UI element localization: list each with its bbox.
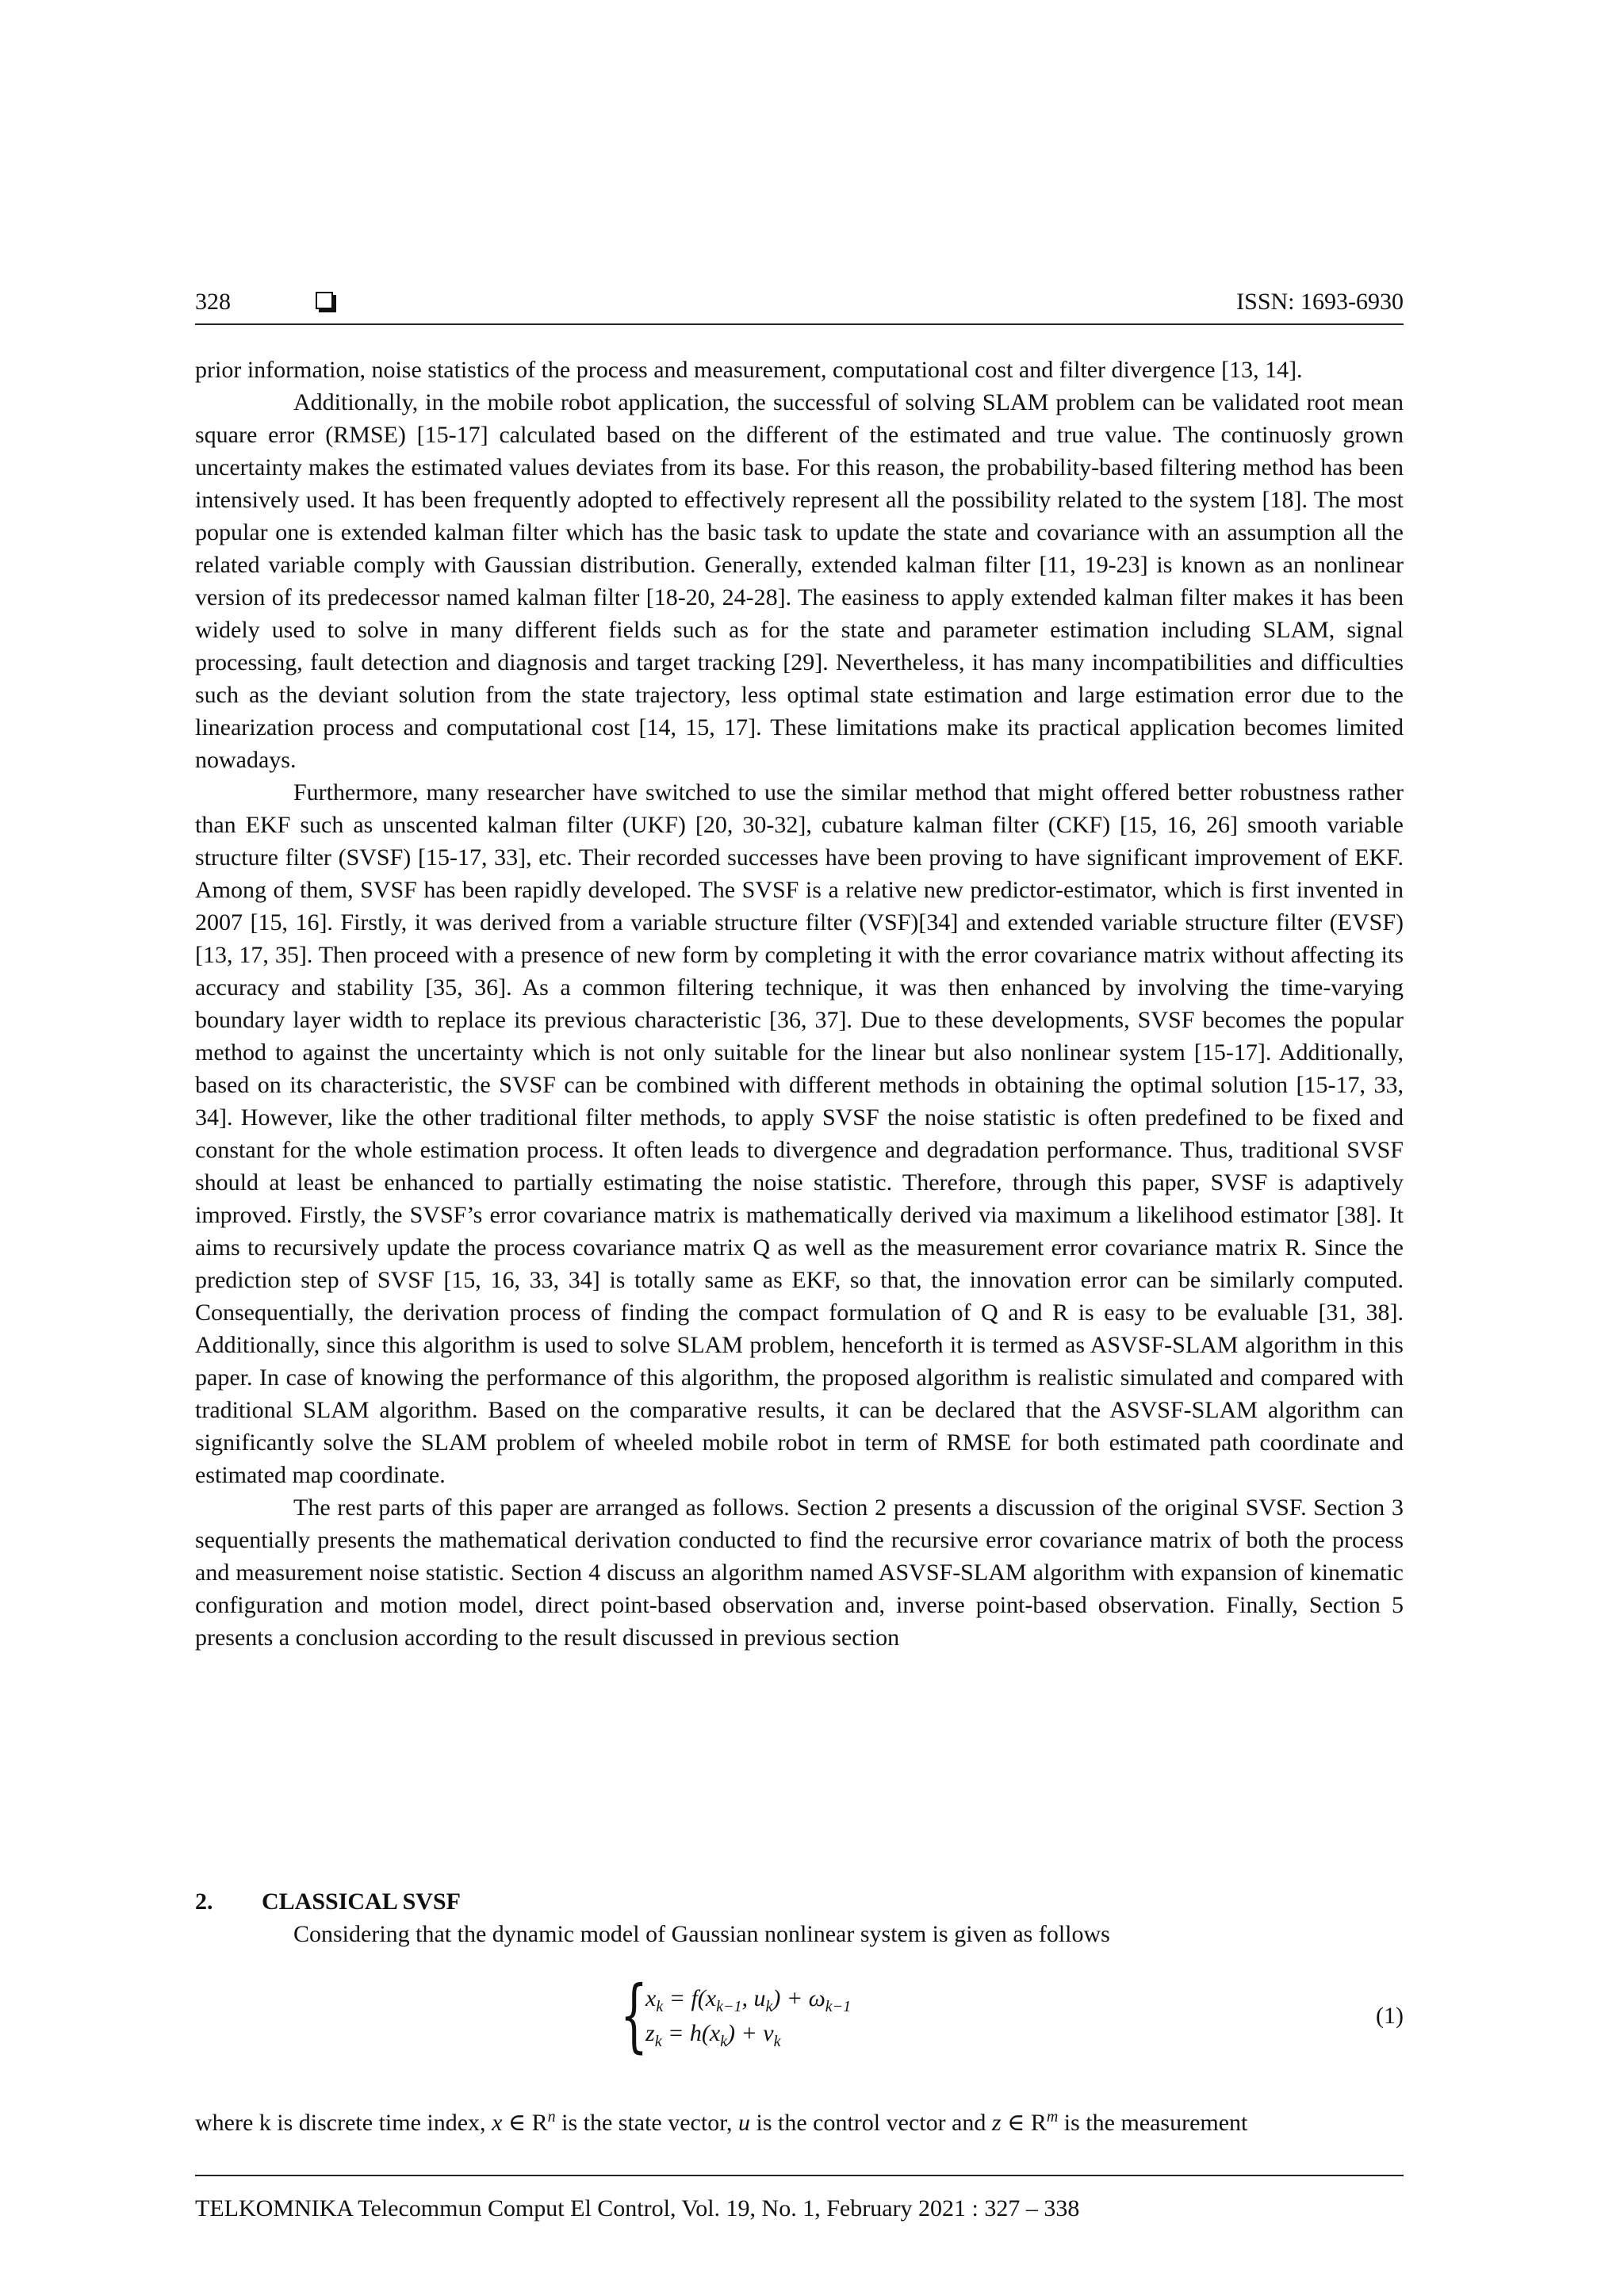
paragraph-1: prior information, noise statistics of the process and measurement, computational cost and filter divergence [13, 14]. [195, 357, 1303, 383]
page-footer [195, 2175, 1404, 2222]
paragraph-4: The rest parts of this paper are arranged as follows. Section 2 presents a discussion of the original SVSF. Section 3 sequentially presents the mathematical derivation conducted to find the recursive error covariance matrix of both the process and measurement noise statistic. Section 4 discuss an algorithm named ASVSF-SLAM algorithm with expansion of kinematic configuration and motion model, direct point-based observation and, inverse point-based observation. Finally, Section 5 presents a conclusion according to the result discussed in previous section [195, 1494, 1404, 1651]
section-title: CLASSICAL SVSF [262, 1888, 461, 1915]
journal-citation: TELKOMNIKA Telecommun Comput El Control, Vol. 19, No. 1, February 2021 : 327 – 338 [195, 2195, 1080, 2221]
equation-line-measurement: $z_k = h(x_k) + \nu_k$ [645, 2020, 781, 2050]
section-heading [195, 1885, 1404, 1918]
section-number: 2. [195, 1888, 213, 1915]
equation-1 [195, 1969, 1404, 2061]
post-equation-text: where k is discrete time index, x ∈ $R^n$ is the state vector, u is the control vector and z ∈ $R^m$ is the measurement [195, 2108, 1248, 2136]
issn-label: ISSN: 1693-6930 [1236, 289, 1404, 315]
equation-number: (1) [1376, 2003, 1404, 2029]
body-text [195, 354, 1404, 1654]
section-classical-svsf [195, 1885, 1404, 1950]
paragraph-3: Furthermore, many researcher have switched to use the similar method that might offered better robustness rather than EKF such as unscented kalman filter (UKF) [20, 30-32], cubature kalman filter (CKF) [15, 16, 26] smooth variable structure filter (SVSF) [15-17, 33], etc. Their recorded successes have been proving to have significant improvement of EKF. Among of them, SVSF has been rapidly developed. The SVSF is a relative new predictor-estimator, which is first invented in 2007 [15, 16]. Firstly, it was derived from a variable structure filter (VSF)[34] and extended variable structure filter (EVSF) [13, 17, 35]. Then proceed with a presence of new form by completing it with the error covariance matrix without affecting its accuracy and stability [35, 36]. As a common filtering technique, it was then enhanced by involving the time-varying boundary layer width to replace its previous characteristic [36, 37]. Due to these developments, SVSF becomes the popular method to against the uncertainty which is not only suitable for the linear but also nonlinear system [15-17]. Additionally, based on its characteristic, the SVSF can be combined with different methods in obtaining the optimal solution [15-17, 33, 34]. However, like the other traditional filter methods, to apply SVSF the noise statistic is often predefined to be fixed and constant for the whole estimation process. It often leads to divergence and degradation performance. Thus, traditional SVSF should at least be enhanced to partially estimating the noise statistic. Therefore, through this paper, SVSF is adaptively improved. Firstly, the SVSF’s error covariance matrix is mathematically derived via maximum a likelihood estimator [38]. It aims to recursively update the process covariance matrix Q as well as the measurement error covariance matrix R. Since the prediction step of SVSF [15, 16, 33, 34] is totally same as EKF, so that, the innovation error can be similarly computed. Consequentially, the derivation process of finding the compact formulation of Q and R is easy to be evaluable [31, 38]. Additionally, since this algorithm is used to solve SLAM problem, henceforth it is termed as ASVSF-SLAM algorithm in this paper. In case of knowing the performance of this algorithm, the proposed algorithm is realistic simulated and compared with traditional SLAM algorithm. Based on the comparative results, it can be declared that the ASVSF-SLAM algorithm can significantly solve the SLAM problem of wheeled mobile robot in term of RMSE for both estimated path coordinate and estimated map coordinate. [195, 779, 1404, 1488]
square-box-icon [316, 292, 333, 309]
left-brace: { [620, 1969, 648, 2061]
equation-line-state: $x_k = f(x_{k-1}$, $u_k) + \omega_{k-1}$ [645, 1985, 852, 2015]
page-number: 328 [195, 289, 231, 315]
paragraph-2: Additionally, in the mobile robot application, the successful of solving SLAM problem can be validated root mean square error (RMSE) [15-17] calculated based on the different of the estimated and true value. The continuosly grown uncertainty makes the estimated values deviates from its base. For this reason, the probability-based filtering method has been intensively used. It has been frequently adopted to effectively represent all the possibility related to the system [18]. The most popular one is extended kalman filter which has the basic task to update the state and covariance with an assumption all the related variable comply with Gaussian distribution. Generally, extended kalman filter [11, 19-23] is known as an nonlinear version of its predecessor named kalman filter [18-20, 24-28]. The easiness to apply extended kalman filter makes it has been widely used to solve in many different fields such as for the state and parameter estimation including SLAM, signal processing, fault detection and diagnosis and target tracking [29]. Nevertheless, it has many incompatibilities and difficulties such as the deviant solution from the state trajectory, less optimal state estimation and large estimation error due to the linearization process and computational cost [14, 15, 17]. These limitations make its practical application becomes limited nowadays. [195, 389, 1404, 773]
section-lead: Considering that the dynamic model of Gaussian nonlinear system is given as follows [293, 1921, 1110, 1947]
page-header [195, 287, 1404, 325]
